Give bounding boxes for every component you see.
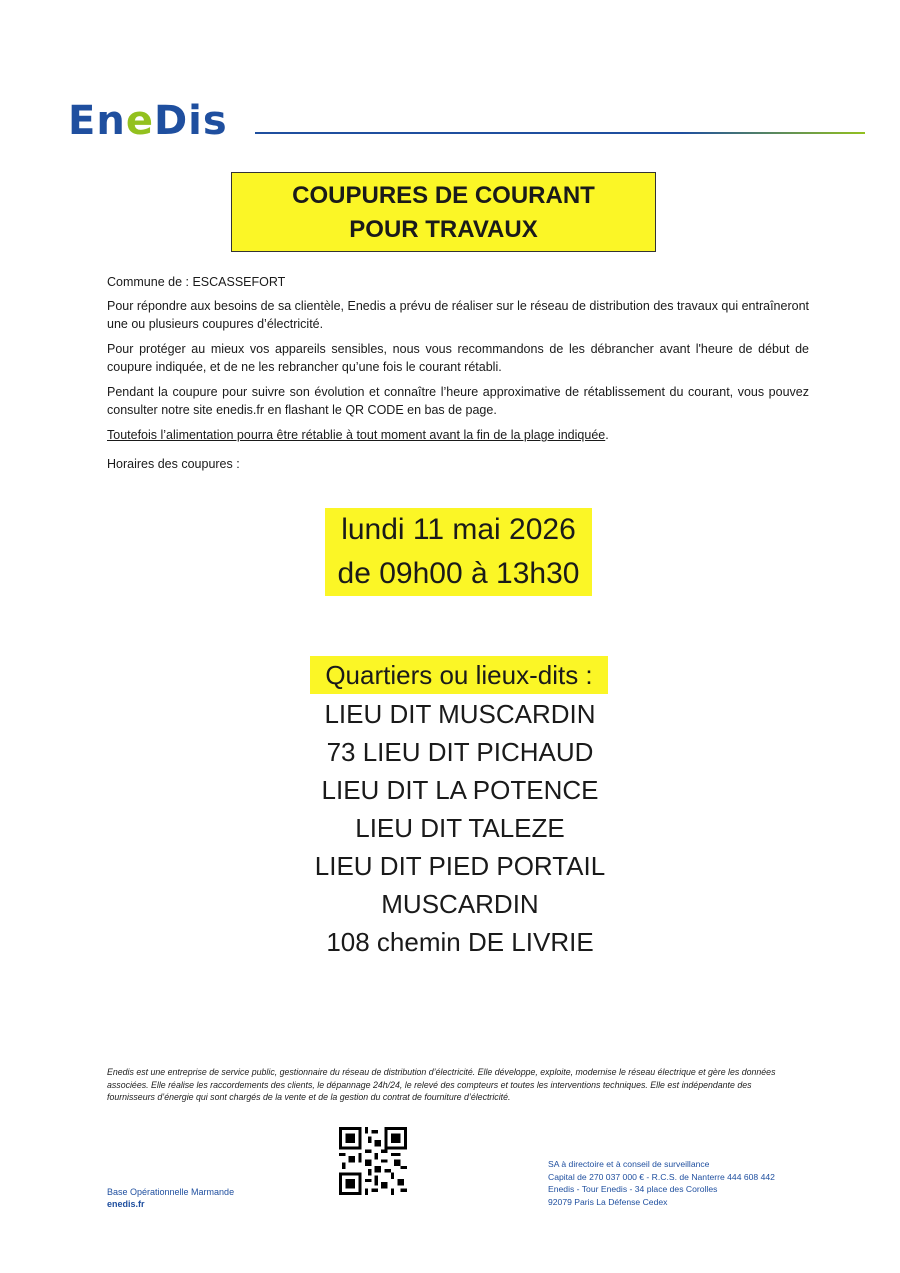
outage-date: lundi 11 mai 2026	[341, 513, 576, 546]
restoration-note: Toutefois l’alimentation pourra être rétablie à tout moment avant la fin de la plage indiquée.	[107, 428, 609, 442]
area-item: MUSCARDIN	[381, 889, 539, 919]
website-link[interactable]: enedis.fr	[107, 1199, 145, 1209]
outage-schedule	[325, 508, 592, 596]
header-rule	[255, 132, 865, 134]
company-description: Enedis est une entreprise de service public, gestionnaire du réseau de distribution d’électricité. Elle développe, exploite, modernise le réseau électrique et gère les données associées. Elle réalise les raccordements des clients, le dépannage 24h/24, le relevé des compteurs et toutes les interventions techniques. Elle est indépendante des fournisseurs d’énergie qui sont chargés de la vente et de la gestion du contrat de fourniture d’électricité.	[107, 1067, 776, 1102]
paragraph-1: Pour répondre aux besoins de sa clientèle, Enedis a prévu de réaliser sur le réseau de distribution des travaux qui entraîneront une ou plusieurs coupures d’électricité.	[107, 299, 809, 331]
title-line-1: COUPURES DE COURANT	[292, 182, 595, 209]
commune-line: Commune de : ESCASSEFORT	[107, 275, 286, 289]
areas-list	[250, 695, 670, 961]
paragraph-2: Pour protéger au mieux vos appareils sensibles, nous vous recommandons de les débrancher avant l'heure de début de coupure indiquée, et de ne les rebrancher qu’une fois le courant rétabli.	[107, 342, 809, 374]
paragraph-3: Pendant la coupure pour suivre son évolution et connaître l’heure approximative de rétablissement du courant, vous pouvez consulter notre site enedis.fr en flashant le QR CODE en bas de page.	[107, 385, 809, 417]
outage-time: de 09h00 à 13h30	[337, 557, 580, 590]
legal-line: Enedis - Tour Enedis - 34 place des Corolles	[548, 1184, 718, 1194]
legal-line: SA à directoire et à conseil de surveillance	[548, 1159, 710, 1169]
legal-info	[548, 1158, 775, 1208]
area-item: LIEU DIT TALEZE	[355, 813, 565, 843]
base-info	[107, 1186, 234, 1210]
legal-line: 92079 Paris La Défense Cedex	[548, 1196, 668, 1207]
base-name: Base Opérationnelle Marmande	[107, 1187, 235, 1197]
area-item: 108 chemin DE LIVRIE	[326, 927, 594, 957]
qr-code-icon[interactable]	[339, 1127, 407, 1195]
area-item: LIEU DIT PIED PORTAIL	[314, 851, 606, 881]
schedule-label: Horaires des coupures :	[107, 457, 240, 471]
enedis-logo	[68, 98, 248, 144]
title-box	[231, 172, 656, 252]
area-item: LIEU DIT MUSCARDIN	[324, 699, 596, 729]
area-item: LIEU DIT LA POTENCE	[321, 775, 599, 805]
areas-heading: Quartiers ou lieux-dits :	[310, 656, 608, 694]
title-line-2: POUR TRAVAUX	[349, 216, 538, 243]
legal-line: Capital de 270 037 000 € - R.C.S. de Nanterre 444 608 442	[548, 1171, 775, 1182]
area-item: 73 LIEU DIT PICHAUD	[326, 737, 594, 767]
logo-wordmark: EneDis	[68, 98, 228, 144]
